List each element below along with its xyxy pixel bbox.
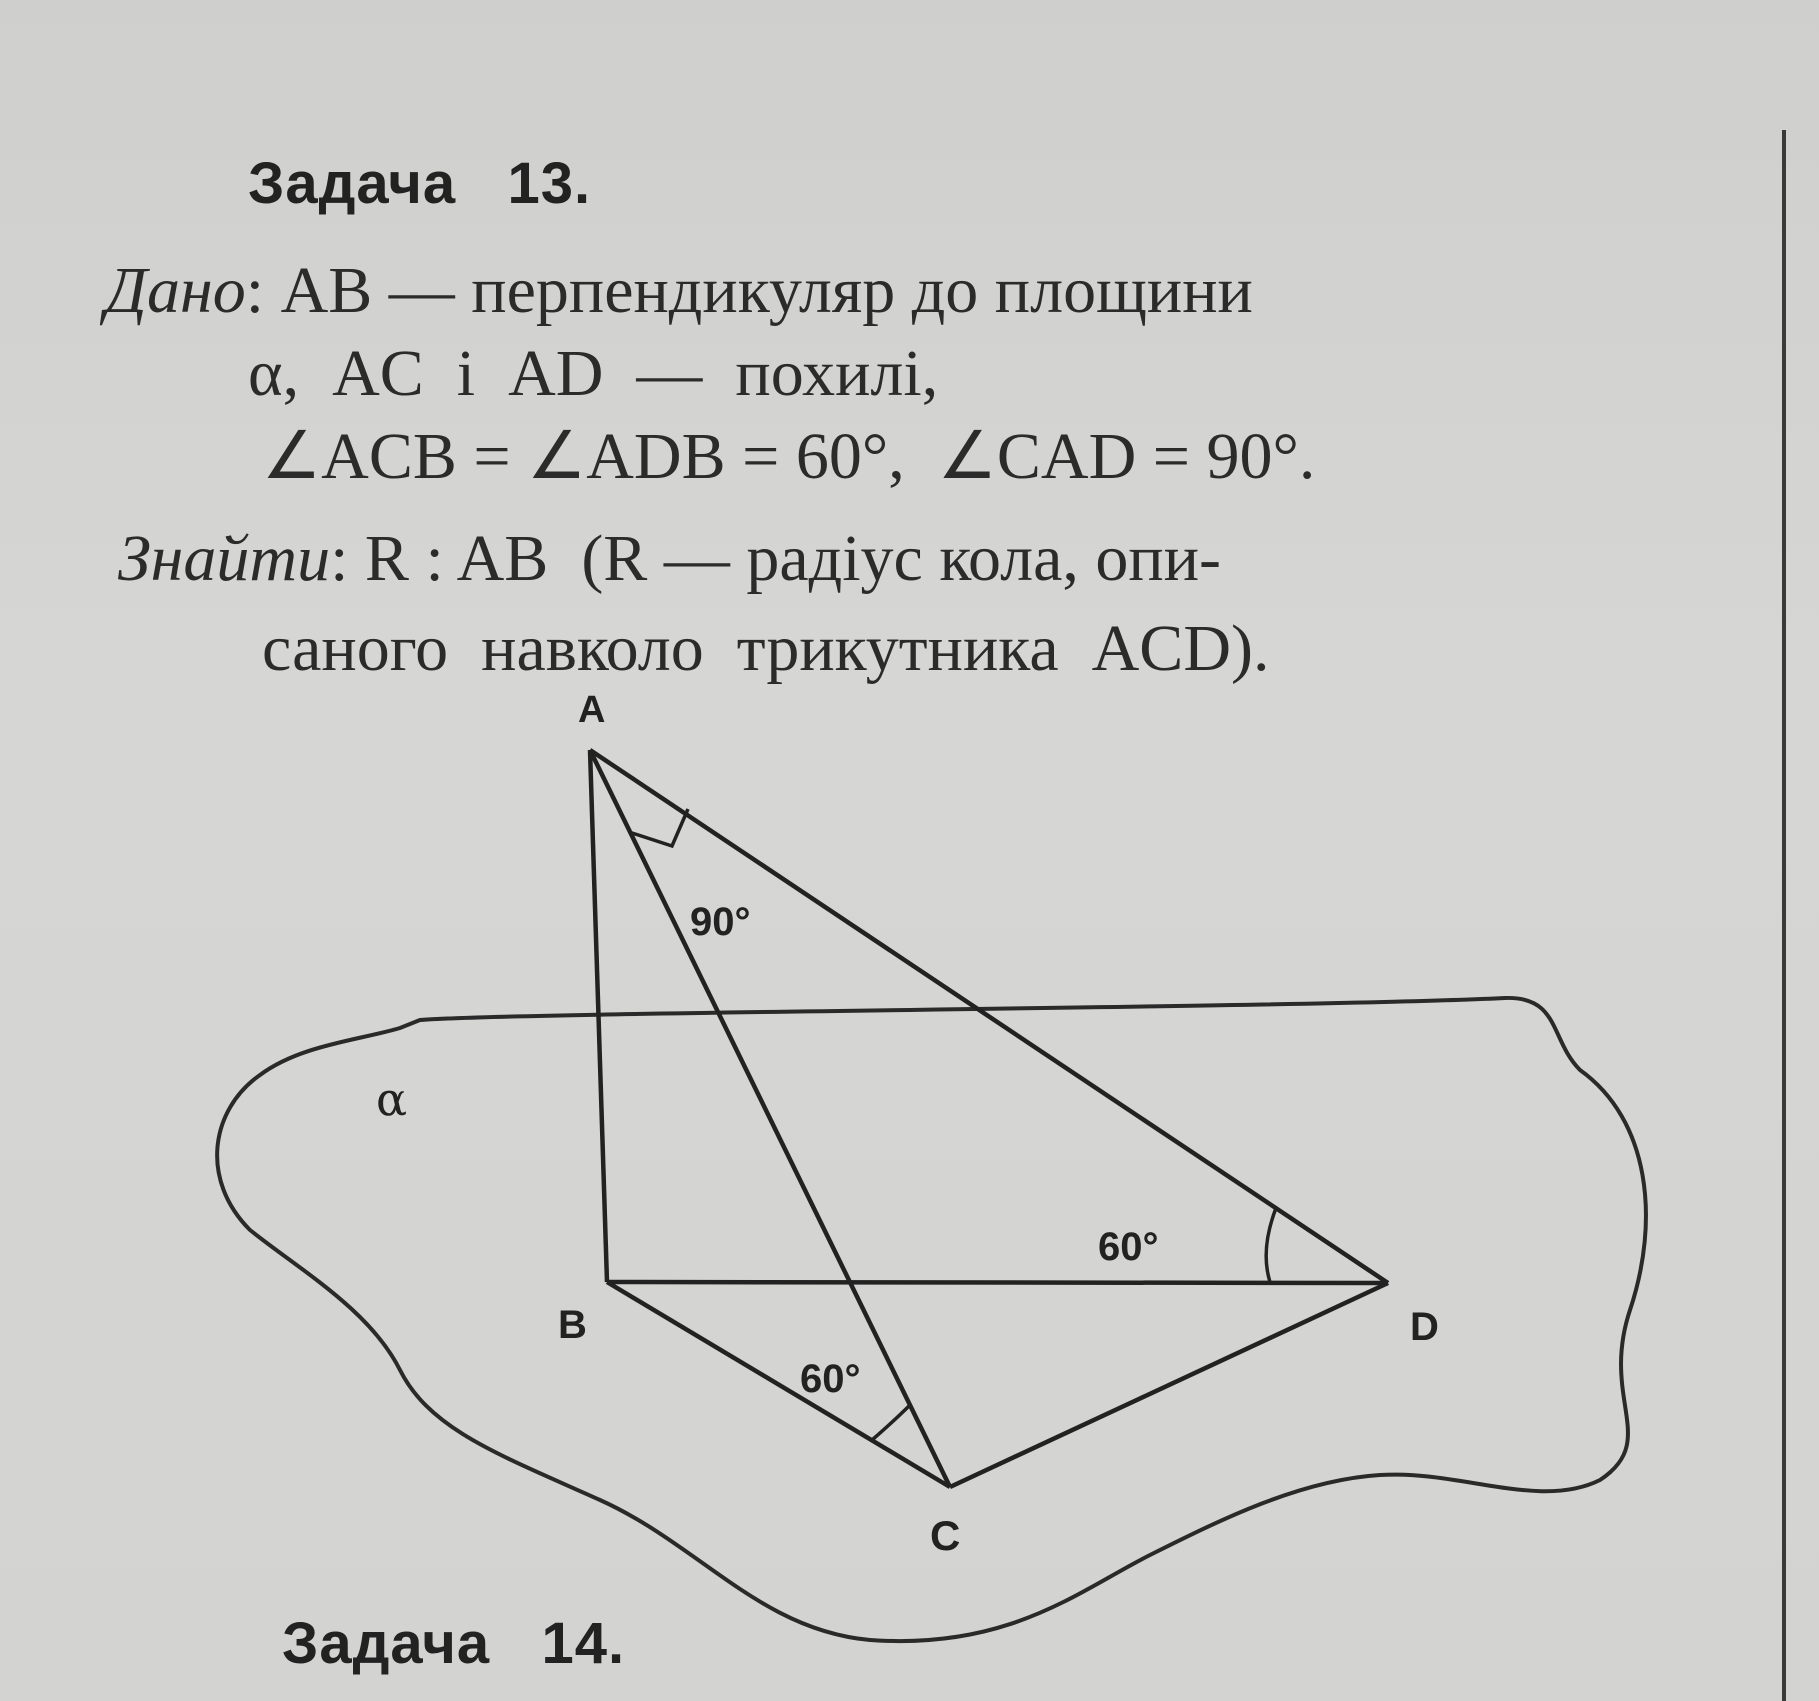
segment-AC bbox=[590, 750, 950, 1487]
given-line-2: α, AC і AD — похилі, bbox=[248, 337, 939, 410]
segment-CD bbox=[950, 1283, 1388, 1487]
problem-13-heading: Задача 13. bbox=[248, 151, 592, 216]
angle-ACB-label: 60° bbox=[800, 1357, 861, 1401]
find-line-2: саного навколо трикутника ACD). bbox=[262, 612, 1270, 685]
given-label: Дано bbox=[105, 254, 246, 327]
point-D-label: D bbox=[1410, 1305, 1439, 1349]
point-B-label: B bbox=[558, 1303, 587, 1347]
angle-ADB-label: 60° bbox=[1098, 1225, 1159, 1269]
point-A-label: A bbox=[578, 689, 606, 731]
point-C-label: C bbox=[930, 1512, 961, 1559]
given-text: : AB — перпендикуляр до площини bbox=[245, 254, 1253, 327]
given-line-3: ∠ACB = ∠ADB = 60°, ∠CAD = 90°. bbox=[262, 420, 1316, 493]
segment-AD bbox=[590, 750, 1388, 1283]
plane-alpha-label: α bbox=[376, 1072, 408, 1126]
find-label: Знайти bbox=[118, 522, 331, 595]
angle-arc-C bbox=[872, 1405, 910, 1440]
angle-CAD-label: 90° bbox=[690, 900, 751, 944]
problem-14-heading: Задача 14. bbox=[282, 1611, 626, 1676]
angle-arc-D bbox=[1266, 1208, 1276, 1282]
right-angle-mark-A bbox=[629, 809, 688, 846]
segment-BD bbox=[607, 1282, 1388, 1283]
find-text: : R : AB (R — радіус кола, опи- bbox=[330, 522, 1222, 595]
